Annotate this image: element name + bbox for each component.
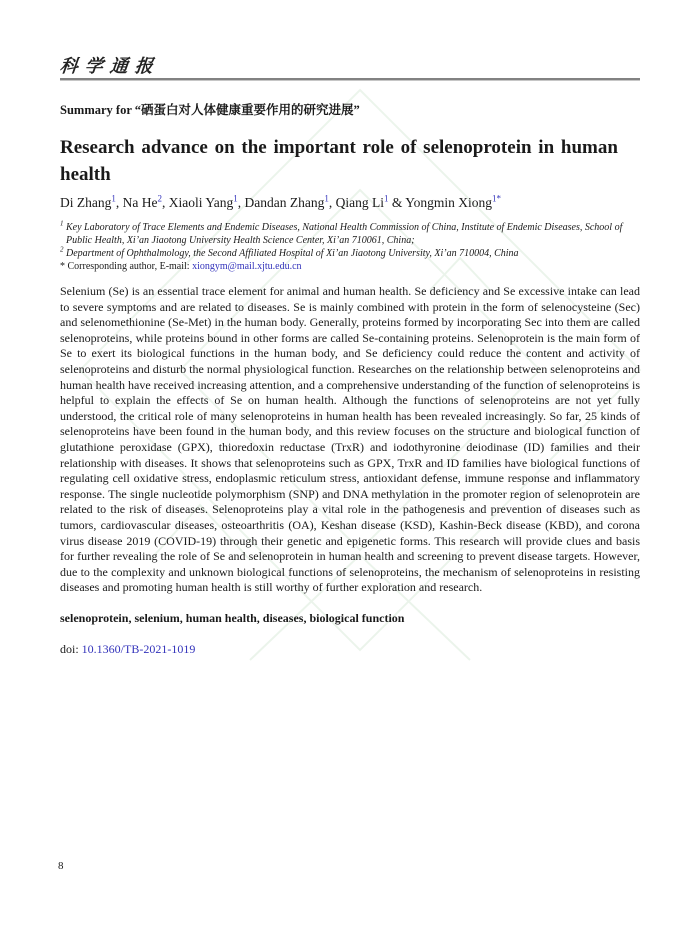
abstract-paragraph: Selenium (Se) is an essential trace element for animal and human health. Se deficiency and Se excessive intake can lead to severe symptoms and are related to diseases. Se is mainly combined with protein in the form of selenocysteine (Sec) and selenomethionine (Se-Met) in the human body. Generally, proteins formed by incorporating Sec into them are called selenoproteins, while proteins bound in other forms are called Se-containing proteins. Selenoprotein is the main form of Se to exert its biological functions in the human body, and Se deficiency could reduce the content and activity of selenoproteins and disturb the normal physiological function. Researches on the relationship between selenoproteins and human health have received increasing attention, and a comprehensive understanding of the function of selenoproteins is helpful to explain the effects of Se on human health. Although the functions of selenoproteins are not yet fully understood, the critical role of many selenoproteins in human health has been revealed increasingly. So far, 25 kinds of selenoproteins have been found in the human body, and this review focuses on the structure and biological function of glutathione peroxidase (GPX), thioredoxin reductase (TrxR) and iodothyronine deiodinase (ID) families and their relationship with diseases. It shows that selenoproteins such as GPX, TrxR and ID families have biological functions of regulating cell oxidative stress, endoplasmic reticulum stress, antioxidant defense, immune response and inflammatory response. The single nucleotide polymorphism (SNP) and DNA methylation in the promoter region of selenoprotein are related to the risk of diseases. Selenoproteins play a vital role in the pathogenesis and prevention of diseases such as tumors, cardiovascular diseases, osteoarthritis (OA), Keshan disease (KSD), Kashin-Beck disease (KBD), and corona virus disease 2019 (COVID-19) through their genetic and epigenetic forms. This research will provide clues and basis for further revealing the role of Se and selenoprotein in human health and screening to prevent disease targets. However, due to the complexity and unknown biological functions of selenoproteins, the mechanism of selenoproteins in resisting diseases and promoting human health is still worthy of further exploration and research.	[60, 284, 640, 595]
author-name: Xiaoli Yang	[168, 195, 234, 210]
author-affiliation-sup: 1	[233, 193, 238, 204]
author-name: Di Zhang	[60, 195, 112, 210]
author-affiliation-sup: 2	[157, 193, 162, 204]
page-number: 8	[58, 860, 64, 872]
author-name: Yongmin Xiong	[405, 195, 493, 210]
masthead-divider	[60, 78, 640, 81]
author-affiliation-sup: 1*	[492, 193, 502, 204]
keywords-line: selenoprotein, selenium, human health, diseases, biological function	[60, 610, 405, 625]
author-affiliation-sup: 1	[383, 193, 389, 204]
affiliations-block	[60, 219, 640, 274]
corresponding-label: Corresponding author, E-mail:	[67, 261, 190, 273]
doi-label: doi:	[60, 641, 79, 656]
corresponding-email-link[interactable]: xiongym@mail.xjtu.edu.cn	[192, 261, 302, 273]
journal-logo: 科学通报	[58, 56, 161, 76]
author-affiliation-sup: 1	[111, 193, 116, 204]
doi-line	[60, 642, 640, 657]
affiliation-items	[60, 219, 640, 260]
author-name: Qiang Li	[335, 195, 384, 210]
author-name: Na He	[122, 195, 158, 210]
affiliation-marker: 1	[60, 219, 64, 228]
author-affiliation-sup: 1	[324, 193, 329, 204]
affiliation-marker: 2	[60, 245, 64, 254]
author-name: Dandan Zhang	[244, 195, 325, 210]
summary-line: Summary for “硒蛋白对人体健康重要作用的研究进展”	[60, 103, 360, 117]
affiliation-item: $^1$ Key Laboratory of Trace Elements and Endemic Diseases, National Health Commission of China, Institute of Endemic Diseases, School of Public Health, Xi’an Jiaotong University Health Science Center, Xi’an 710061, China;	[60, 219, 623, 246]
page-title: Research advance on the important role of selenoprotein in human health	[60, 137, 618, 185]
doi-link[interactable]: 10.1360/TB-2021-1019	[81, 641, 196, 656]
main-content	[60, 284, 640, 657]
affiliation-item: $^2$ Department of Ophthalmology, the Second Affiliated Hospital of Xi’an Jiaotong University, Xi’an 710004, China	[60, 245, 519, 259]
corresponding-marker: *	[60, 261, 65, 273]
authors-line: Di Zhang$^1$, Na He$^2$, Xiaoli Yang$^1$, Dandan Zhang$^1$, Qiang Li$^1$ & Yongmin Xiong$^{1*}$	[60, 193, 502, 210]
corresponding-author-line	[60, 261, 640, 274]
